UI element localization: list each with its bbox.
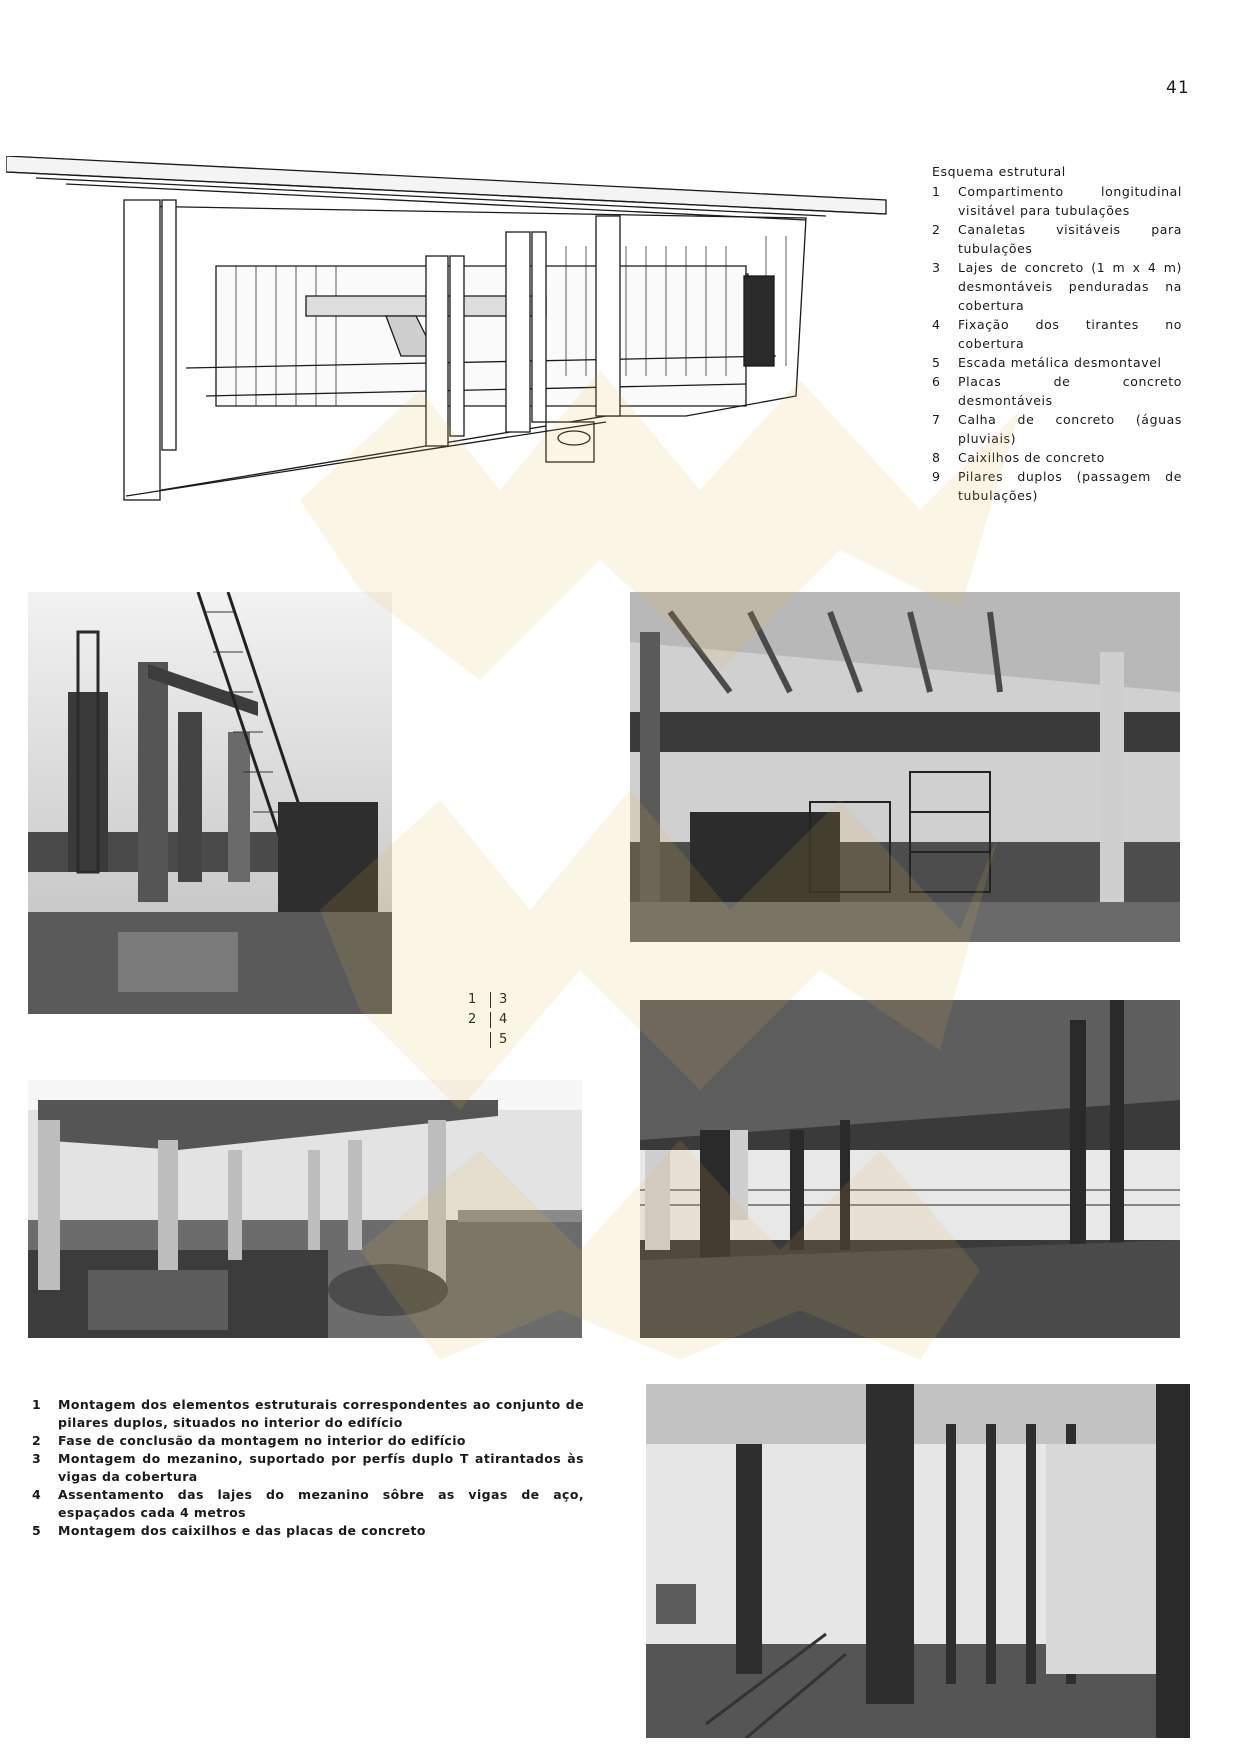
legend-item: 2 Canaletas visitáveis para tubulações (932, 222, 1182, 256)
caption: 1 Montagem dos elementos estruturais correspondentes ao conjunto de pilares duplos, situados no interior do edifício (32, 1397, 584, 1430)
structural-drawing (6, 156, 892, 502)
photo-2 (28, 1080, 582, 1338)
legend-item: 6 Placas de concreto desmontáveis (932, 374, 1182, 408)
photo-5 (646, 1384, 1190, 1738)
structural-legend (932, 162, 1182, 505)
page-number: 41 (1166, 78, 1190, 98)
legend-item: 5 Escada metálica desmontavel (932, 355, 1162, 370)
photo-index: 1 3 2 4 5 (468, 992, 508, 1047)
legend-item: 1 Compartimento longitudinal visitável para tubulações (932, 184, 1182, 218)
photo-4 (640, 1000, 1180, 1338)
caption: 2 Fase de conclusão da montagem no interior do edifício (32, 1433, 466, 1448)
photo-3 (630, 592, 1180, 942)
caption: 4 Assentamento das lajes do mezanino sôbre as vigas de aço, espaçados cada 4 metros (32, 1487, 584, 1520)
caption: 5 Montagem dos caixilhos e das placas de concreto (32, 1523, 426, 1538)
legend-item: 8 Caixilhos de concreto (932, 450, 1105, 465)
caption: 3 Montagem do mezanino, suportado por perfís duplo T atirantados às vigas da cobertura (32, 1451, 584, 1484)
legend-title: Esquema estrutural (932, 164, 1066, 179)
legend-item: 7 Calha de concreto (águas pluviais) (932, 412, 1182, 446)
legend-item: 4 Fixação dos tirantes no cobertura (932, 317, 1182, 351)
photo-captions (32, 1396, 584, 1540)
legend-item: 9 Pilares duplos (passagem de tubulações) (932, 469, 1182, 503)
photo-1 (28, 592, 392, 1014)
legend-item: 3 Lajes de concreto (1 m x 4 m) desmontáveis penduradas na cobertura (932, 260, 1182, 313)
